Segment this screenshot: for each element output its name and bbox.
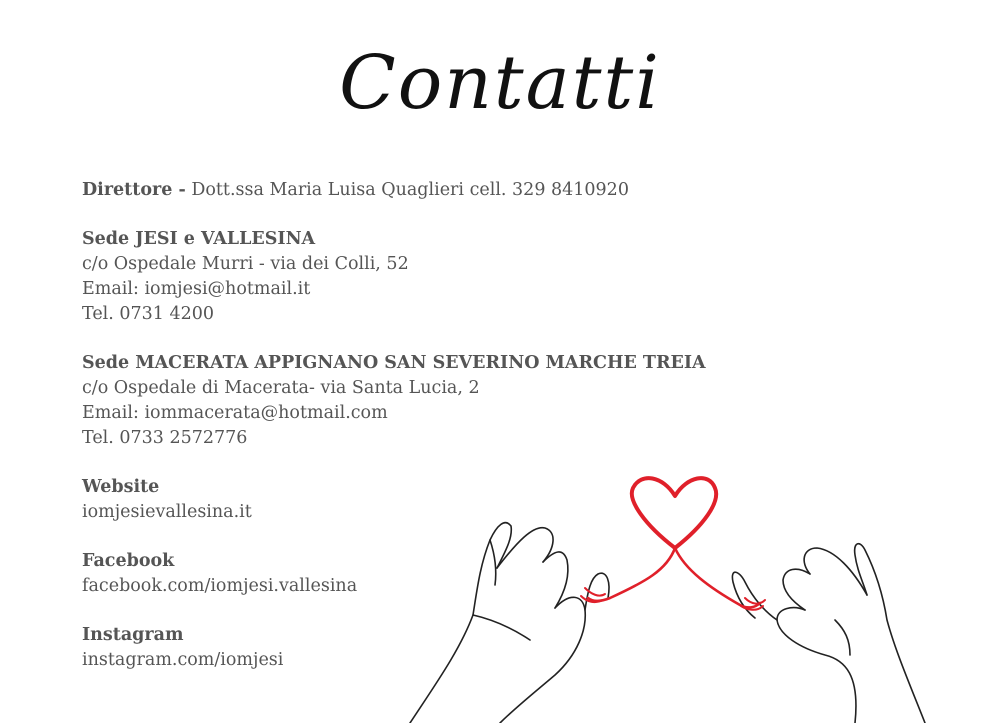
- sede-jesi-block: [82, 227, 682, 327]
- pinky-promise-heart-icon: [405, 470, 950, 723]
- facebook-heading: Facebook: [82, 551, 175, 571]
- sede-macerata-block: [82, 351, 706, 451]
- website-heading: Website: [82, 477, 160, 497]
- director-text: Dott.ssa Maria Luisa Quaglieri cell. 329 8410920: [191, 180, 629, 200]
- director-label: Direttore -: [82, 180, 186, 200]
- instagram-link[interactable]: instagram.com/iomjesi: [82, 650, 284, 670]
- sede-jesi-heading: Sede JESI e VALLESINA: [82, 229, 316, 249]
- sede-jesi-address: c/o Ospedale Murri - via dei Colli, 52: [82, 254, 409, 274]
- sede-macerata-tel[interactable]: Tel. 0733 2572776: [82, 428, 248, 448]
- sede-jesi-email[interactable]: Email: iomjesi@hotmail.it: [82, 279, 311, 299]
- sede-jesi-tel[interactable]: Tel. 0731 4200: [82, 304, 215, 324]
- facebook-link[interactable]: facebook.com/iomjesi.vallesina: [82, 576, 358, 596]
- sede-macerata-heading: Sede MACERATA APPIGNANO SAN SEVERINO MARCHE TREIA: [82, 353, 706, 373]
- sede-macerata-address: c/o Ospedale di Macerata- via Santa Lucia, 2: [82, 378, 480, 398]
- director-block: [82, 178, 682, 203]
- sede-macerata-email[interactable]: Email: iommacerata@hotmail.com: [82, 403, 388, 423]
- page-title: Contatti: [339, 40, 661, 126]
- hands-line-art: [410, 523, 925, 723]
- website-link[interactable]: iomjesievallesina.it: [82, 502, 252, 522]
- instagram-heading: Instagram: [82, 625, 184, 645]
